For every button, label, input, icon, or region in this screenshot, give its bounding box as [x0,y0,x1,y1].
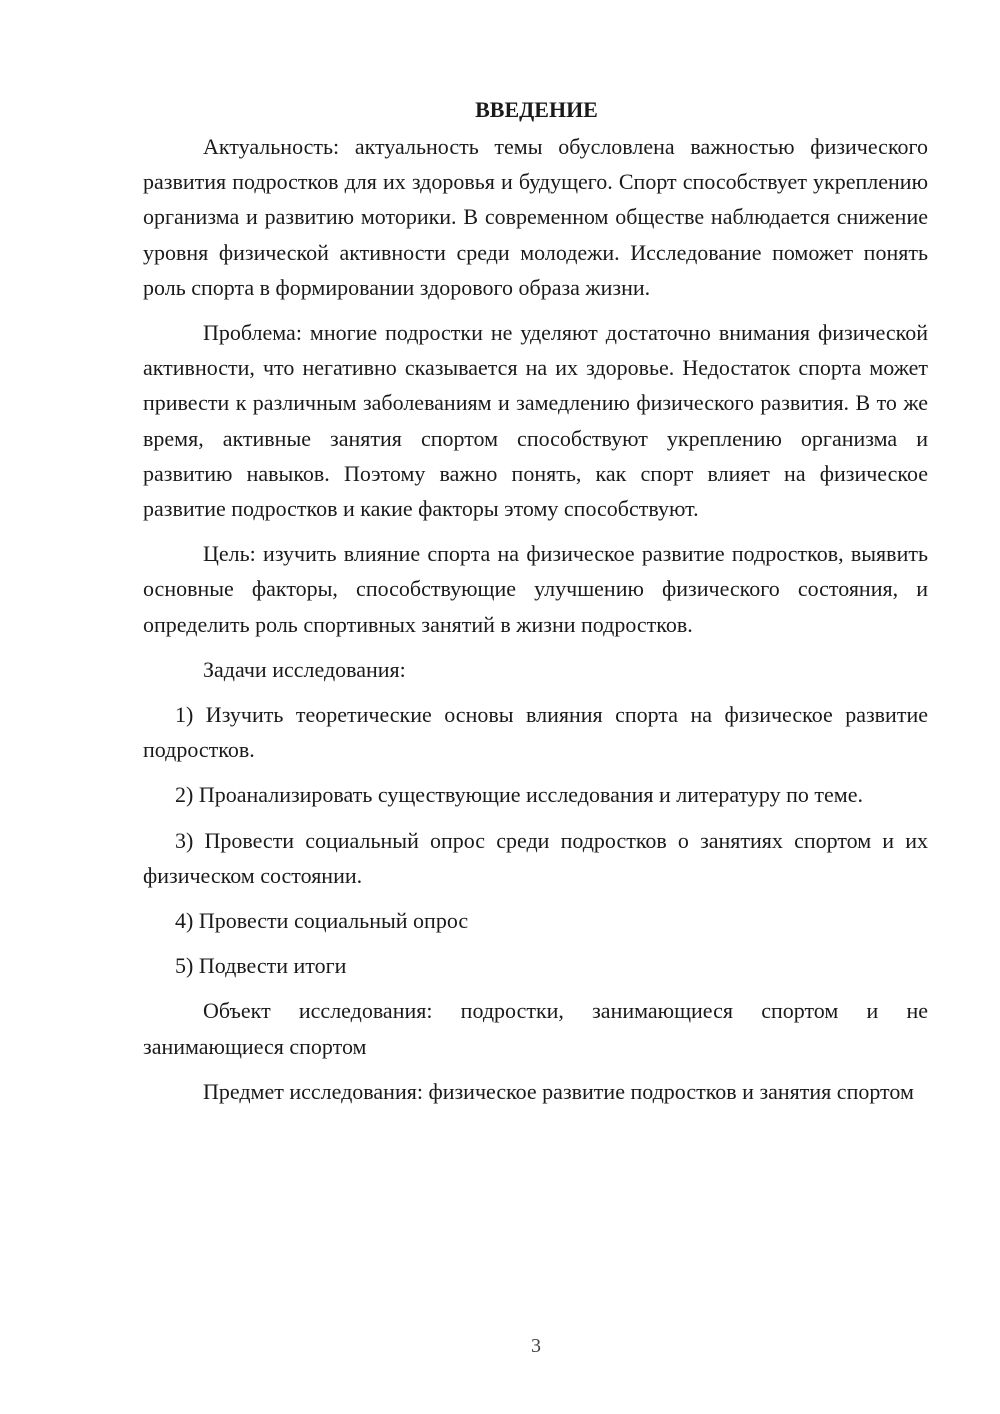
task-item: 4) Провести социальный опрос [175,908,469,934]
task-item: 1) Изучить теоретические основы влияния спорта на физическое развитие подростков. [143,702,928,763]
object-paragraph: Объект исследования: подростки, занимающиеся спортом и не занимающиеся спортом [143,998,928,1059]
goal-paragraph: Цель: изучить влияние спорта на физическое развитие подростков, выявить основные факторы, способствующие улучшению физического состояния, и определить роль спортивных занятий в жизни подростков. [143,541,928,637]
section-heading: ВВЕДЕНИЕ [475,97,598,122]
task-item: 5) Подвести итоги [175,953,347,979]
tasks-title: Задачи исследования: [203,656,406,682]
page-content [143,92,928,1119]
task-item: 2) Проанализировать существующие исследования и литературу по теме. [175,782,863,808]
relevance-paragraph: Актуальность: актуальность темы обусловлена важностью физического развития подростков для их здоровья и будущего. Спорт способствует укреплению организма и развитию моторики. В современном обществе наблюдается снижение уровня физической активности среди молодежи. Исследование поможет понять роль спорта в формировании здорового образа жизни. [143,134,928,300]
task-item: 3) Провести социальный опрос среди подростков о занятиях спортом и их физическом состоянии. [143,827,928,888]
problem-paragraph: Проблема: многие подростки не уделяют достаточно внимания физической активности, что негативно сказывается на их здоровье. Недостаток спорта может привести к различным заболеваниям и замедлению физического развития. В то же время, активные занятия спортом способствуют укреплению организма и развитию навыков. Поэтому важно понять, как спорт влияет на физическое развитие подростков и какие факторы этому способствуют. [143,320,928,522]
subject-paragraph: Предмет исследования: физическое развитие подростков и занятия спортом [203,1078,914,1104]
page-number: 3 [531,1335,541,1357]
